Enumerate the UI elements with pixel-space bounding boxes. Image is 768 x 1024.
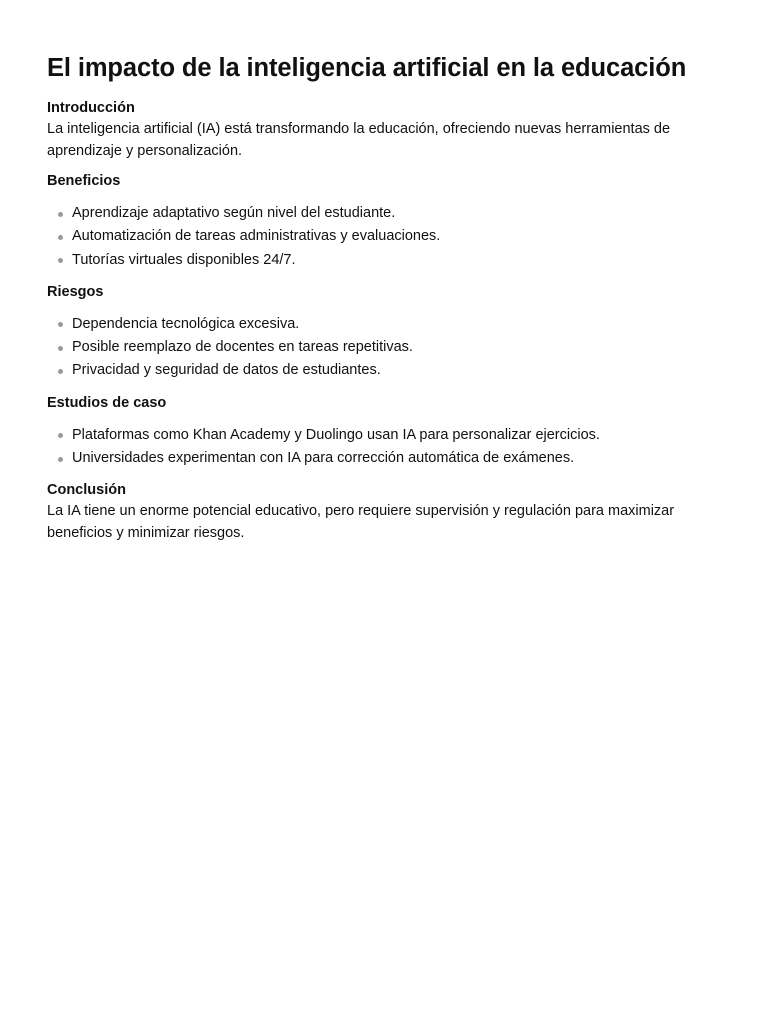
list-item xyxy=(47,447,721,470)
list-item xyxy=(47,202,721,225)
list-item-text: Automatización de tareas administrativas y evaluaciones. xyxy=(72,228,441,245)
list-item-text: Plataformas como Khan Academy y Duolingo usan IA para personalizar ejercicios. xyxy=(72,426,600,443)
bullet-icon xyxy=(58,258,63,263)
list-item xyxy=(47,359,721,382)
list-item-text: Universidades experimentan con IA para corrección automática de exámenes. xyxy=(72,450,575,467)
document-title: El impacto de la inteligencia artificial en la educación xyxy=(47,54,687,82)
bullet-list xyxy=(47,202,721,272)
section-paragraph: La inteligencia artificial (IA) está transformando la educación, ofreciendo nuevas herramientas de aprendizaje y personalización. xyxy=(47,121,671,159)
bullet-list xyxy=(47,424,721,471)
section-conclusion xyxy=(47,480,721,544)
section-heading: Introducción xyxy=(47,100,135,116)
bullet-icon xyxy=(58,433,63,438)
bullet-list xyxy=(47,313,721,383)
list-item-text: Dependencia tecnológica excesiva. xyxy=(72,315,300,332)
list-item xyxy=(47,249,721,272)
bullet-icon xyxy=(58,322,63,327)
section-riesgos xyxy=(47,282,721,383)
list-item-text: Posible reemplazo de docentes en tareas repetitivas. xyxy=(72,339,413,356)
bullet-icon xyxy=(58,346,63,351)
section-introduccion xyxy=(47,98,721,162)
list-item xyxy=(47,424,721,447)
section-heading: Riesgos xyxy=(47,283,104,300)
section-paragraph: La IA tiene un enorme potencial educativo, pero requiere supervisión y regulación para maximizar beneficios y minimizar riesgos. xyxy=(47,503,675,541)
list-item xyxy=(47,225,721,248)
section-heading: Estudios de caso xyxy=(47,394,167,411)
bullet-icon xyxy=(58,235,63,240)
list-item-text: Privacidad y seguridad de datos de estudiantes. xyxy=(72,362,381,379)
bullet-icon xyxy=(58,457,63,462)
list-item-text: Tutorías virtuales disponibles 24/7. xyxy=(72,251,296,268)
list-item xyxy=(47,313,721,336)
section-estudios-de-caso xyxy=(47,393,721,471)
bullet-icon xyxy=(58,369,63,374)
section-heading: Conclusión xyxy=(47,482,126,499)
list-item-text: Aprendizaje adaptativo según nivel del estudiante. xyxy=(72,205,396,221)
section-heading: Beneficios xyxy=(47,173,121,189)
bullet-icon xyxy=(58,212,63,217)
section-beneficios xyxy=(47,171,721,272)
list-item xyxy=(47,336,721,359)
